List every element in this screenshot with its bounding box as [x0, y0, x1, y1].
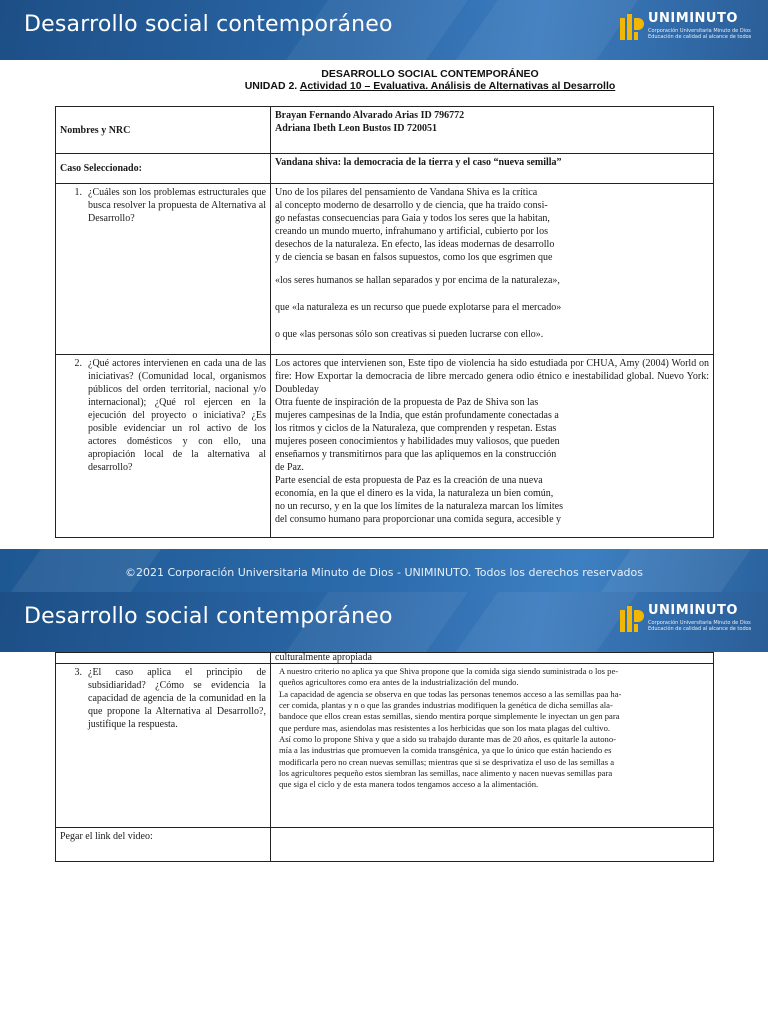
case-value-cell — [271, 154, 714, 184]
question-cell — [56, 664, 271, 828]
document-subheading — [0, 80, 768, 92]
answer-line: mía a las industrias que promueven la comida transgénica, ya que lo único que están haciendo es — [279, 745, 612, 756]
answer-line: go nefastas consecuencias para Gaia y todos los seres que la habitan, — [275, 213, 550, 224]
answer-line: Parte esencial de esta propuesta de Paz es la creación de una nueva — [275, 475, 543, 486]
answer-line: mujeres poseen conocimientos y habilidades muy valiosos, que pueden — [275, 436, 560, 447]
answer-line: mujeres campesinas de la India, que están profundamente conectadas a — [275, 410, 559, 421]
answer-line: Uno de los pilares del pensamiento de Vandana Shiva es la crítica — [275, 187, 538, 198]
table-row — [56, 664, 714, 828]
answer-quote: que «la naturaleza es un recurso que puede explotarse para el mercado» — [275, 302, 562, 313]
copyright-text: ©2021 Corporación Universitaria Minuto de Dios - UNIMINUTO. Todos los derechos reservados — [125, 566, 643, 579]
table-row — [56, 355, 714, 538]
answer-line: queños agricultores como era antes de la industrialización del mundo. — [279, 677, 519, 688]
logo-name: UNIMINUTO — [648, 11, 738, 26]
table-row — [56, 107, 714, 154]
question-text: ¿Cuáles son los problemas estructurales que busca resolver la propuesta de Alternativa al Desarrollo? — [88, 187, 266, 224]
answer-line: A nuestro criterio no aplica ya que Shiva propone que la comida siga siendo suministrada o los pe- — [279, 666, 619, 676]
logo-tagline: Educación de calidad al alcance de todos — [648, 626, 752, 632]
answer-line: bandoce que ellos crean estas semillas, siendo mentira porque simplemente le inyectan un gen para — [279, 711, 620, 722]
question-cell — [56, 184, 271, 355]
logo-subtitle: Corporación Universitaria Minuto de Dios — [648, 28, 751, 34]
answer-line: al concepto moderno de desarrollo y de ciencia, que ha traído consi- — [275, 200, 548, 211]
student-name: Adriana Ibeth Leon Bustos ID 720051 — [275, 123, 437, 134]
answer-line: y de ciencia se basan en falsos supuestos, como los que esgrimen que — [275, 252, 553, 263]
video-label-cell — [56, 828, 271, 862]
names-label: Nombres y NRC — [60, 124, 131, 136]
slide-banner-top — [0, 0, 768, 60]
answer-line: que perdure mas, asiendolas mas resistentes a los herbicidas que son los mata plagas del cultivo. — [279, 722, 611, 733]
logo-tagline: Educación de calidad al alcance de todos — [648, 34, 752, 40]
case-label: Caso Seleccionado: — [60, 163, 142, 174]
activity-table-page2 — [55, 652, 714, 862]
answer-paragraph: Los actores que intervienen son, Este tipo de violencia ha sido estudiada por CHUA, Amy (2004) World on fire: How Exportar la democracia de libre mercado genera odio étnico e inestabilidad global. Nuevo York: Doubleday — [275, 358, 709, 395]
answer-line: La capacidad de agencia se observa en que todas las personas tenemos acceso a las semillas paa ha- — [279, 688, 622, 699]
question-number: 2. — [74, 358, 82, 369]
answer-line: cer comida, plantas y n o que las grandes industrias modifiquen la genética de dicha semillas ala- — [279, 700, 613, 711]
case-label-cell — [56, 154, 271, 184]
answer-line: no un recurso, y en la que los límites de la naturaleza marcan los límites — [275, 501, 563, 512]
answer-line: del consumo humano para proporcionar una comida segura, accesible y — [275, 514, 562, 525]
activity-link[interactable]: Actividad 10 – Evaluativa. Análisis de Alternativas al Desarrollo — [299, 80, 616, 92]
answer-quote: o que «las personas sólo son creativas si pueden lucrarse con ello». — [275, 329, 544, 340]
question-text: ¿Qué actores intervienen en cada una de las iniciativas? (Comunidad local, organismos públicos del orden territorial, nacional y/o internacional); ¿Qué rol ejercen en la ejecución del proyecto o iniciativa? ¿Es posible evidenciar un rol activo de los actores domésticos y con ello, una apropiación local de la alternativa al desarrollo? — [88, 358, 266, 473]
case-value: Vandana shiva: la democracia de la tierra y el caso “nueva semilla” — [275, 157, 562, 168]
student-name: Brayan Fernando Alvarado Arias ID 796772 — [275, 110, 465, 121]
answer-line: enseñarnos y transmitirnos para que las apliquemos en la construcción — [275, 449, 557, 460]
slide-title: Desarrollo social contemporáneo — [24, 12, 393, 37]
slide-title: Desarrollo social contemporáneo — [24, 604, 393, 629]
answer-line: creando un mundo muerto, infrahumano y artificial, cubierto por los — [275, 226, 548, 237]
answer-line: economía, en la que el dinero es la vida, la naturaleza un bien común, — [275, 488, 554, 499]
video-label: Pegar el link del video: — [60, 831, 153, 842]
video-link-cell[interactable] — [271, 828, 714, 862]
unit-label: UNIDAD 2. — [244, 80, 300, 92]
document-heading: DESARROLLO SOCIAL CONTEMPORÁNEO — [321, 68, 539, 80]
logo-mark-icon — [618, 604, 644, 638]
answer-quote: «los seres humanos se hallan separados y por encima de la naturaleza», — [275, 275, 560, 286]
answer-line: los ritmos y ciclos de la Naturaleza, que comprenden y respetan. Estas — [275, 423, 557, 434]
names-label-cell — [56, 107, 271, 154]
answer-cell — [271, 664, 714, 828]
logo-mark-icon — [618, 12, 644, 46]
question-number: 3. — [74, 667, 82, 678]
table-row — [56, 653, 714, 664]
activity-table-page1 — [55, 106, 714, 538]
question-text: ¿El caso aplica el principio de subsidiaridad? ¿Cómo se evidencia la capacidad de agencia de la comunidad en la que propone la Alternativa al Desarrollo?, justifique la respuesta. — [88, 667, 266, 730]
answer-line: Así como lo propone Shiva y que a sido su trabajdo durante mas de 20 años, es quitarle la autono- — [279, 734, 616, 745]
continuation-cell — [271, 653, 714, 664]
answer-line: Otra fuente de inspiración de la propuesta de Paz de Shiva son las — [275, 397, 539, 408]
uniminuto-logo — [618, 602, 752, 642]
continuation-empty-cell — [56, 653, 271, 664]
slide-footer — [0, 549, 768, 598]
answer-cell — [271, 355, 714, 538]
question-cell — [56, 355, 271, 538]
uniminuto-logo — [618, 10, 752, 50]
logo-subtitle: Corporación Universitaria Minuto de Dios — [648, 620, 751, 626]
answer-line: de Paz. — [275, 462, 304, 473]
answer-continuation: culturalmente apropiada — [275, 652, 372, 663]
question-number: 1. — [74, 187, 82, 198]
slide-banner-second — [0, 592, 768, 652]
answer-line: modificarla pero no crean nuevas semillas; mientras que si se desprivatiza el uso de las semillas a — [279, 756, 615, 767]
logo-name: UNIMINUTO — [648, 603, 738, 618]
names-value-cell — [271, 107, 714, 154]
table-row — [56, 154, 714, 184]
answer-line: desechos de la naturaleza. En efecto, las ideas modernas de desarrollo — [275, 239, 555, 250]
answer-line: que siga el ciclo y de esta manera todos tengamos acceso a la alimentación. — [279, 779, 539, 790]
answer-line: los agricultores pequeño estos siembran las semillas, nace alimento y nacen nuevas semillas para — [279, 768, 613, 779]
table-row — [56, 184, 714, 355]
table-row — [56, 828, 714, 862]
answer-cell — [271, 184, 714, 355]
